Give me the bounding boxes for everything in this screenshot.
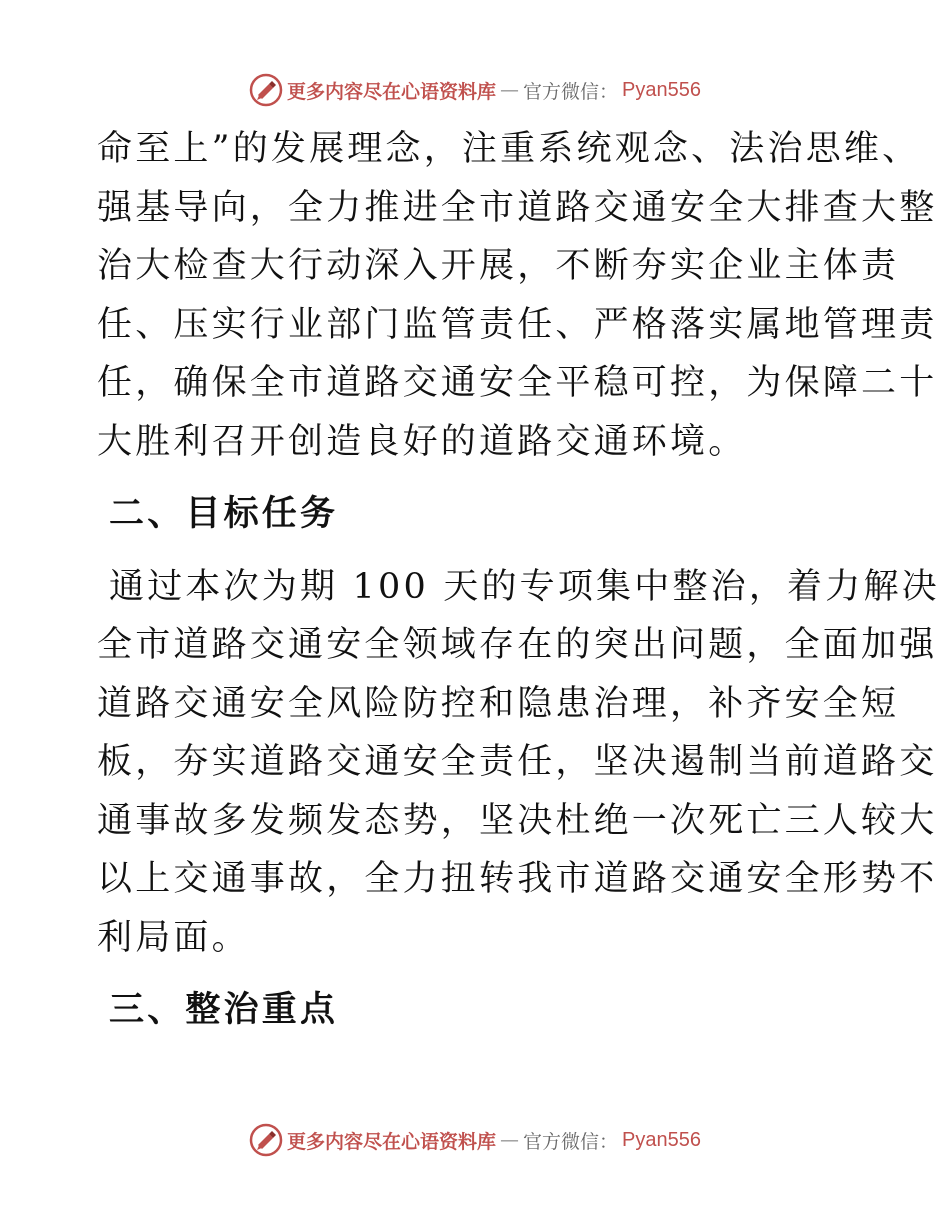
section-heading-key-areas: 三、整治重点 [109,989,339,1030]
text-line: 通事故多发频发态势，坚决杜绝一次死亡三人较大 [97,800,938,841]
paragraph-1 [97,120,938,471]
text-line: 任、压实行业部门监管责任、严格落实属地管理责 [97,304,938,345]
document-body [97,120,940,1040]
text-line: 全市道路交通安全领域存在的突出问题，全面加强 [97,625,938,665]
paragraph-2 [97,558,940,968]
text-line: 任，确保全市道路交通安全平稳可控，为保障二十 [97,363,938,403]
watermark-brand-text: 更多内容尽在心语资料库 [287,1130,497,1153]
watermark-separator: — [500,79,520,101]
text-line: 利局面。 [97,917,250,958]
watermark-brand-text: 更多内容尽在心语资料库 [287,80,497,103]
text-line: 通过本次为期 100 天的专项集中整治，着力解决 [109,566,940,607]
book-pen-logo-icon [249,73,283,107]
watermark-official-label: 官方微信： [523,1130,619,1153]
footer-watermark [0,1122,950,1158]
text-line: 板，夯实道路交通安全责任，坚决遏制当前道路交 [97,742,938,782]
watermark-separator: — [500,1129,520,1151]
text-line: 强基导向，全力推进全市道路交通安全大排查大整 [97,187,938,228]
header-watermark [0,72,950,108]
watermark-wechat-id: Pyan556 [622,1128,701,1151]
section-heading-objectives: 二、目标任务 [109,493,339,534]
text-line: 以上交通事故，全力扭转我市道路交通安全形势不 [97,859,938,899]
text-line: 大胜利召开创造良好的道路交通环境。 [97,421,747,462]
text-line: 命至上”的发展理念，注重系统观念、法治思维、 [97,129,921,169]
watermark-wechat-id: Pyan556 [622,78,701,101]
text-line: 治大检查大行动深入开展，不断夯实企业主体责 [97,246,900,286]
text-line: 道路交通安全风险防控和隐患治理，补齐安全短 [97,683,900,724]
book-pen-logo-icon [249,1123,283,1157]
watermark-official-label: 官方微信： [523,80,619,103]
